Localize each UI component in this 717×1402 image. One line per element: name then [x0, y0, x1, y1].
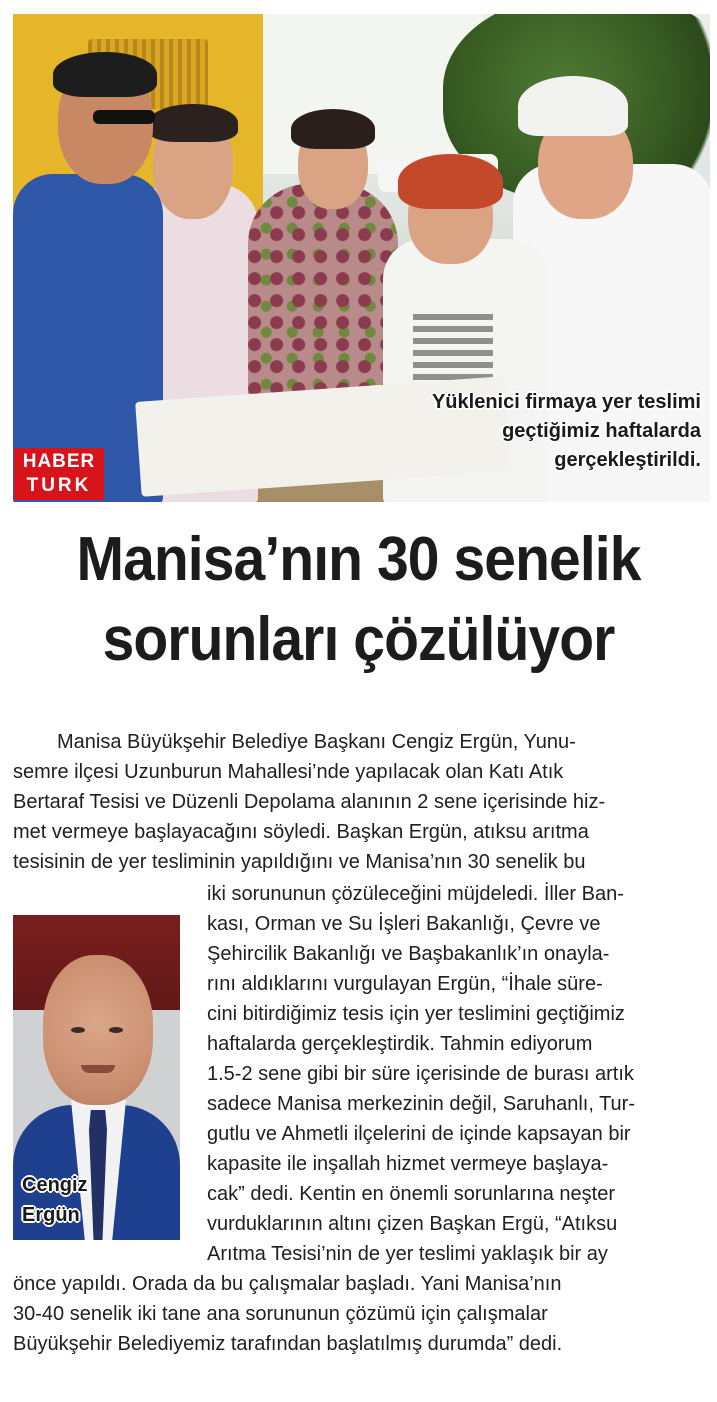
article-line: gutlu ve Ahmetli ilçelerini de içinde kapsayan bir — [207, 1123, 631, 1145]
article-line: kası, Orman ve Su İşleri Bakanlığı, Çevre ve — [207, 913, 601, 935]
article-line: haftalarda gerçekleştirdik. Tahmin ediyorum — [207, 1033, 593, 1055]
article-line: 30-40 senelik iki tane ana sorununun çözümü için çalışmalar — [13, 1303, 548, 1325]
article-line: Büyükşehir Belediyemiz tarafından başlatılmış durumda” dedi. — [13, 1333, 563, 1355]
logo-line1: HABER — [22, 451, 96, 472]
caption-line: gerçekleştirildi. — [554, 449, 701, 471]
article-line: Manisa Büyükşehir Belediye Başkanı Cengiz Ergün, Yunu- — [57, 731, 576, 753]
article-line: cini bitirdiğimiz tesis için yer teslimini geçtiğimiz — [207, 1003, 625, 1025]
photo-caption — [432, 388, 701, 475]
article-line: Bertaraf Tesisi ve Düzenli Depolama alanının 2 sene içerisinde hiz- — [13, 791, 606, 813]
portrait-name — [22, 1170, 88, 1230]
article-line: iki sorununun çözüleceğini müjdeledi. İller Ban- — [207, 883, 624, 905]
article-line: Arıtma Tesisi’nin de yer teslimi yaklaşık bir ay — [207, 1243, 608, 1265]
portrait-face — [43, 955, 153, 1105]
article-line: semre ilçesi Uzunburun Mahallesi’nde yapılacak olan Katı Atık — [13, 761, 564, 783]
article-line: vurduklarının altını çizen Başkan Ergü, “Atıksu — [207, 1213, 618, 1235]
article-line: kapasite ile inşallah hizmet vermeye başlaya- — [207, 1153, 609, 1175]
headline — [29, 520, 689, 680]
logo-line2: TURK — [26, 475, 92, 496]
article-line: cak” dedi. Kentin en önemli sorunlarına neşter — [207, 1183, 616, 1205]
headline-line1: Manisa’nın 30 senelik — [76, 525, 641, 594]
article-line: sadece Manisa merkezinin değil, Saruhanlı, Tur- — [207, 1093, 635, 1115]
article-line: önce yapıldı. Orada da bu çalışmalar başladı. Yani Manisa’nın — [13, 1273, 562, 1295]
article-line: Şehircilik Bakanlığı ve Başbakanlık’ın onayla- — [207, 943, 610, 965]
haberturk-logo — [14, 448, 104, 500]
article-line: tesisinin de yer tesliminin yapıldığını ve Manisa’nın 30 senelik bu — [13, 851, 586, 873]
portrait-name-line2: Ergün — [22, 1204, 80, 1226]
portrait-name-line1: Cengiz — [22, 1174, 88, 1196]
headline-line2: sorunları çözülüyor — [102, 605, 615, 674]
article-line: 1.5-2 sene gibi bir süre içerisinde de burası artık — [207, 1063, 634, 1085]
article-line: met vermeye başlayacağını söyledi. Başkan Ergün, atıksu arıtma — [13, 821, 589, 843]
article-line: rını aldıklarını vurgulayan Ergün, “İhale süre- — [207, 973, 603, 995]
caption-line: geçtiğimiz haftalarda — [502, 420, 701, 442]
shirt-print — [413, 314, 493, 384]
caption-line: Yüklenici firmaya yer teslimi — [431, 391, 701, 413]
